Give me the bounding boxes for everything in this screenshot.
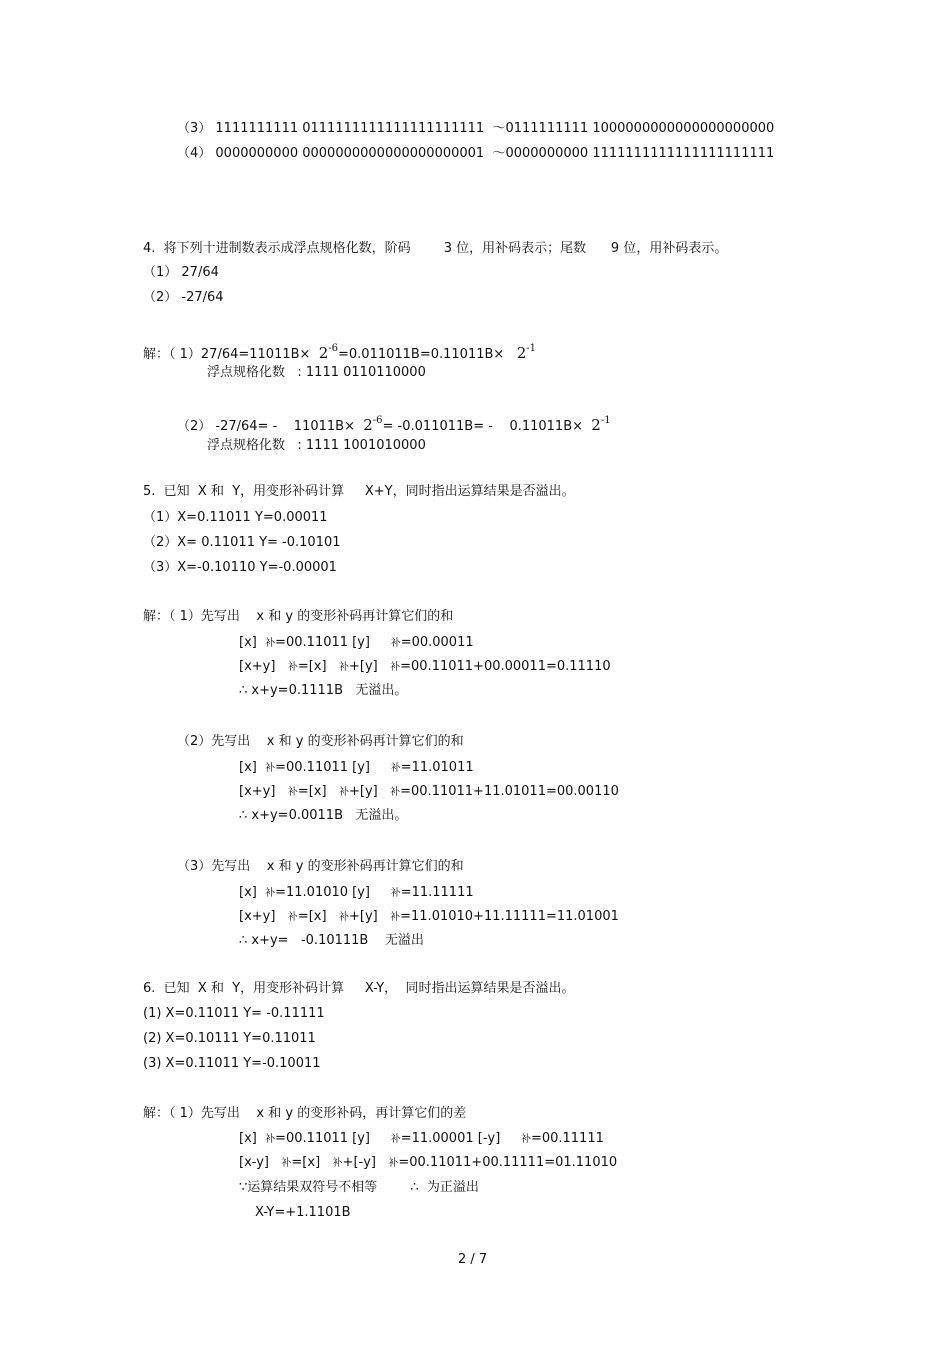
text-line: [x] 补=00.11011 [y] 补=11.00001 [-y] 补=00.11111 <box>239 1131 604 1146</box>
text-line: （1） 27/64 <box>143 265 219 280</box>
text-line: （4） 0000000000 0000000000000000000001 ～0000000000 1111111111111111111111 <box>177 146 775 161</box>
power-expression: $2^{-6}$ <box>363 415 383 434</box>
power-expression: $2^{-1}$ <box>516 343 536 362</box>
text-line: (1) X=0.11011 Y= -0.11111 <box>143 1006 325 1021</box>
text-line: （1）X=0.11011 Y=0.00011 <box>143 510 328 525</box>
answer-6-1: 解：（ 1）先写出 x 和 y 的变形补码，再计算它们的差 <box>143 1106 467 1121</box>
text-line: [x+y] 补=[x] 补+[y] 补=00.11011+11.01011=00.00110 <box>239 784 619 799</box>
text-line: ∴ x+y=0.1111B 无溢出。 <box>239 683 408 698</box>
answer-5-3: （3）先写出 x 和 y 的变形补码再计算它们的和 <box>177 859 464 874</box>
text-line: （3）X=-0.10110 Y=-0.00001 <box>143 560 337 575</box>
text-line: （2）X= 0.11011 Y= -0.10101 <box>143 535 341 550</box>
question-5: 5. 已知 X 和 Y，用变形补码计算 X+Y，同时指出运算结果是否溢出。 <box>143 484 575 499</box>
answer-5-1: 解：（ 1）先写出 x 和 y 的变形补码再计算它们的和 <box>143 609 454 624</box>
text-line: 浮点规格化数 : 1111 1001010000 <box>207 438 426 453</box>
text-line: （2） -27/64 <box>143 290 224 305</box>
text-line: ∴ x+y=0.0011B 无溢出。 <box>239 808 408 823</box>
answer-4-2: （2） -27/64= - $11011B\times 2^{-6}= -0.011011B=$ - $0.11011B\times 2^{-1}$ <box>177 415 611 434</box>
text-line: ∵运算结果双符号不相等 ∴ 为正溢出 <box>239 1180 479 1195</box>
text-line: ∴ x+y= -0.10111B 无溢出 <box>239 933 424 948</box>
power-expression: $2^{-1}$ <box>591 415 611 434</box>
text-line: 浮点规格化数 : 1111 0110110000 <box>207 365 426 380</box>
text-line: (3) X=0.11011 Y=-0.10011 <box>143 1056 321 1071</box>
question-6: 6. 已知 X 和 Y，用变形补码计算 X-Y， 同时指出运算结果是否溢出。 <box>143 981 575 996</box>
question-4: 4. 将下列十进制数表示成浮点规格化数，阶码 3 位，用补码表示；尾数 9 位，用补码表示。 <box>143 241 728 256</box>
text-line: （3） 1111111111 0111111111111111111111 ～0111111111 1000000000000000000000 <box>177 121 775 136</box>
text-line: [x-y] 补=[x] 补+[-y] 补=00.11011+00.11111=01.11010 <box>239 1155 618 1170</box>
text-line: [x+y] 补=[x] 补+[y] 补=00.11011+00.00011=0.11110 <box>239 659 611 674</box>
power-expression: $2^{-6}$ <box>318 343 338 362</box>
answer-4-1: 解：（ $1)27/64=11011B\times 2^{-6}=0.011011B=0.11011B\times 2^{-1}$ <box>143 343 536 362</box>
text-line: [x] 补=00.11011 [y] 补=11.01011 <box>239 760 474 775</box>
text-line: X-Y=+1.1101B <box>255 1205 351 1220</box>
text-line: [x] 补=11.01010 [y] 补=11.11111 <box>239 885 474 900</box>
page-number: 2 / 7 <box>458 1252 488 1267</box>
text-line: (2) X=0.10111 Y=0.11011 <box>143 1031 316 1046</box>
answer-5-2: （2）先写出 x 和 y 的变形补码再计算它们的和 <box>177 734 464 749</box>
text-line: [x+y] 补=[x] 补+[y] 补=11.01010+11.11111=11.01001 <box>239 909 619 924</box>
text-line: [x] 补=00.11011 [y] 补=00.00011 <box>239 635 474 650</box>
